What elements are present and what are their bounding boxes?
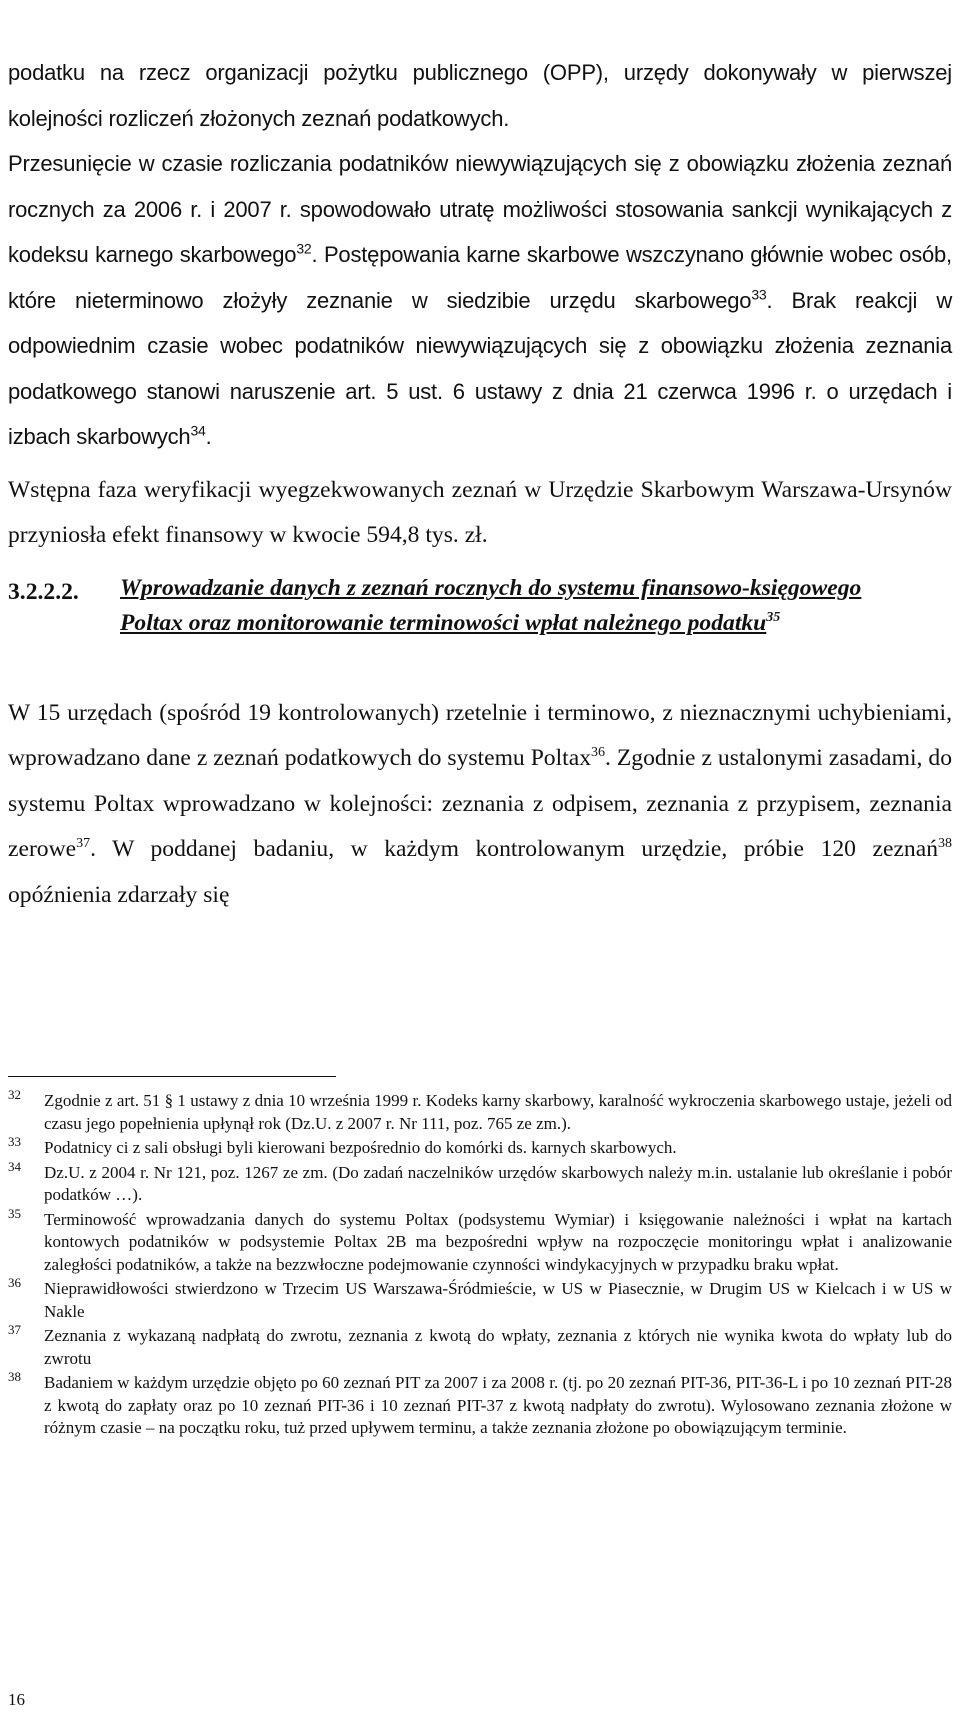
footnote-text: Dz.U. z 2004 r. Nr 121, poz. 1267 ze zm. (Do zadań naczelników urzędów skarbowych należy m.in. ustalanie lub określanie i pobór podatków …). [44,1162,952,1204]
paragraph-4 [8,691,952,919]
footnote-text: Terminowość wprowadzania danych do systemu Poltax (podsystemu Wymiar) i księgowanie należności i wpłat na kartach kontowych podatników w podsystemie Poltax 2B ma bezpośredni wpływ na rozpoczęcie monitoringu wpłat i analizowanie zaległości podatników, a także na bezzwłoczne podejmowanie czynności windykacyjnych w przypadku braku wpłat. [44,1209,952,1274]
paragraph-4-text-a: W 15 urzędach (spośród 19 kontrolowanych) rzetelnie i terminowo, z nieznacznymi uchybieniami, wprowadzano dane z zeznań podatkowych do systemu Poltax [8,699,952,771]
section-heading [8,571,952,691]
footnotes [8,1087,952,1442]
footnote-number: 38 [8,1369,21,1384]
footnote [8,1322,952,1370]
footnote-number: 34 [8,1158,21,1174]
footnote-ref-34[interactable]: 34 [190,422,206,439]
footnote-ref-35[interactable]: 35 [766,609,781,625]
section-number: 3.2.2.2. [8,578,79,605]
footnote [8,1087,952,1135]
footnote [8,1275,952,1323]
paragraph-4-text-d: opóźnienia zdarzały się [8,881,230,908]
paragraph-2-text-c: . Brak reakcji w odpowiednim czasie wobec podatników niewywiązujących się z obowiązku złożenia zeznania podatkowego stanowi naruszenie art. 5 ust. 6 ustawy z dnia 21 czerwca 1996 r. o urzędach i izbach skarbowych [8,287,953,449]
paragraph-4-text-c: . W poddanej badaniu, w każdym kontrolowanym urzędzie, próbie 120 zeznań [90,836,938,862]
body-text [8,50,952,918]
footnote-separator [8,1076,336,1077]
paragraph-1: podatku na rzecz organizacji pożytku publicznego (OPP), urzędy dokonywały w pierwszej kolejności rozliczeń złożonych zeznań podatkowych. [8,60,952,131]
footnote-ref-37[interactable]: 37 [76,836,91,852]
footnote-ref-33[interactable]: 33 [751,286,767,303]
footnote-text: Badaniem w każdym urzędzie objęto po 60 zeznań PIT za 2007 i za 2008 r. (tj. po 20 zeznań PIT-36, PIT-36-L i po 10 zeznań PIT-28 z kwotą do zapłaty oraz po 10 zeznań PIT-36 i 10 zeznań PIT-37 z kwotą nadpłaty do zwrotu). Wylosowano zeznania złożone w różnym czasie – na początku roku, tuż przed upływem terminu, a także zeznania złożone po obowiązującym terminie. [44,1373,952,1437]
footnote-number: 33 [8,1134,21,1149]
footnote [8,1134,952,1160]
footnote-number: 32 [8,1087,21,1102]
footnote [8,1369,952,1440]
footnote-text: Podatnicy ci z sali obsługi byli kierowani bezpośrednio do komórki ds. karnych skarbowych. [44,1138,677,1157]
page-number: 16 [8,1690,25,1709]
footnote-number: 37 [8,1322,21,1337]
section-title [120,571,920,641]
footnote-ref-32[interactable]: 32 [296,240,312,257]
footnote [8,1205,952,1277]
paragraph-2-text-b: . Postępowania karne skarbowe wszczynano głównie wobec osób, które nieterminowo złożyły zeznanie w siedzibie urzędu skarbowego [8,242,952,313]
paragraph-4-text-b: . Zgodnie z ustalonymi zasadami, do systemu Poltax wprowadzano w kolejności: zeznania z odpisem, zeznania z przypisem, zeznania zerowe [8,745,952,862]
footnote [8,1158,952,1207]
footnote-number: 35 [8,1205,21,1221]
footnote-text: Nieprawidłowości stwierdzono w Trzecim US Warszawa-Śródmieście, w US w Piasecznie, w Drugim US w Kielcach i w US w Nakle [44,1279,952,1321]
section-title-text: Wprowadzanie danych z zeznań rocznych do systemu finansowo-księgowego Poltax oraz monitorowanie terminowości wpłat należnego podatku [120,574,862,636]
paragraph-2-text-d: . [205,424,212,449]
footnote-text: Zeznania z wykazaną nadpłatą do zwrotu, zeznania z kwotą do wpłaty, zeznania z których nie wynika kwota do wpłaty lub do zwrotu [44,1326,952,1368]
footnote-ref-36[interactable]: 36 [591,745,605,761]
footnote-text: Zgodnie z art. 51 § 1 ustawy z dnia 10 września 1999 r. Kodeks karny skarbowy, karalność wykroczenia skarbowego ustaje, jeżeli od czasu jego popełnienia upłynął rok (Dz.U. z 2007 r. Nr 111, poz. 765 ze zm.). [44,1091,952,1133]
footnote-number: 36 [8,1275,21,1290]
paragraph-2 [8,141,952,460]
paragraph-2-text-a: Przesunięcie w czasie rozliczania podatników niewywiązujących się z obowiązku złożenia zeznań rocznych za 2006 r. i 2007 r. spowodowało utratę możliwości stosowania sankcji wynikających z kodeksu karnego skarbowego [8,151,952,267]
footnote-ref-38[interactable]: 38 [938,836,952,852]
paragraph-3: Wstępna faza weryfikacji wyegzekwowanych zeznań w Urzędzie Skarbowym Warszawa-Ursynów przyniosła efekt finansowy w kwocie 594,8 tys. zł. [8,476,952,548]
